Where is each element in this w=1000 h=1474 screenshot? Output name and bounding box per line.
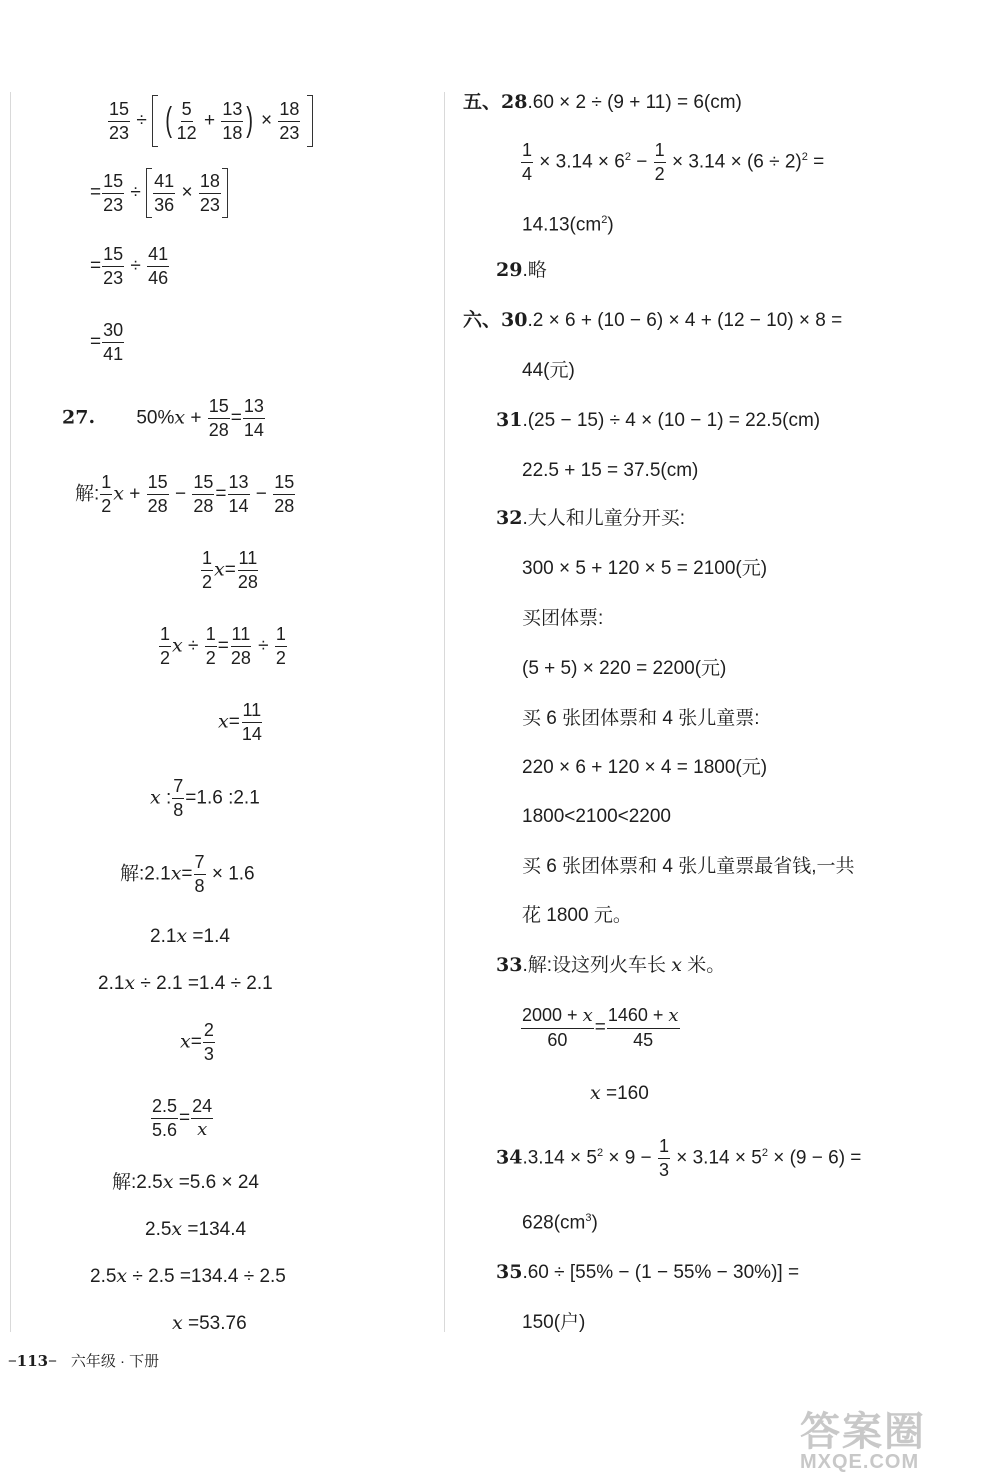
question-32-line-2: 300 × 5 + 120 × 5 = 2100(元) xyxy=(522,558,768,580)
question-35-line-2: 150(户) xyxy=(522,1312,586,1334)
page-footer: −113− 六年级 · 下册 xyxy=(8,1352,160,1370)
proportion-step-4: x =53.76 xyxy=(172,1312,247,1335)
calc-line-2: = $\frac{15}{23}$ ÷ $\frac{41}{36}$ × $\frac{18}{23}$ xyxy=(90,168,228,218)
fraction: $\frac{15}{23}$ xyxy=(109,98,130,143)
solution-27-step-3: $\frac{1}{2}$ x ÷ $\frac{1}{2}$ = $\frac{11}{28}$ ÷ $\frac{1}{2}$ xyxy=(160,624,286,668)
question-32-line-8: 买 6 张团体票和 4 张儿童票最省钱,一共 xyxy=(522,856,855,878)
question-32: 32.大人和儿童分开买: xyxy=(496,507,686,530)
ratio-step-4: x= $\frac{2}{3}$ xyxy=(180,1020,214,1064)
fraction: $\frac{5}{12}$ xyxy=(176,98,197,143)
question-28-line-3: $14.13(cm^2)$ xyxy=(522,214,614,236)
ratio-step-1: 解:2.1x= $\frac{7}{8}$ × 1.6 xyxy=(120,852,255,896)
column-divider xyxy=(444,92,445,1332)
question-28-line-2: $\frac{1}{4}$ × $3.14 \times 6^2$ − $\frac{1}{2}$ × $3.14 \times (6 \div 2)^2$ = xyxy=(522,140,825,184)
fraction: $\frac{30}{41}$ xyxy=(103,320,124,364)
fraction: $\frac{2}{3}$ xyxy=(203,1020,214,1064)
question-29: 29.略 xyxy=(496,259,547,282)
question-31-line-2: 22.5 + 15 = 37.5(cm) xyxy=(522,460,699,482)
question-35: 35.60 ÷ [55% − (1 − 55% − 30%)] = xyxy=(496,1261,800,1284)
question-32-line-5: 买 6 张团体票和 4 张儿童票: xyxy=(522,708,760,730)
fraction: $\frac{1}{3}$ xyxy=(658,1136,669,1180)
left-bracket xyxy=(146,168,152,218)
left-margin-rule xyxy=(10,92,11,1332)
calc-line-1: $\frac{15}{23}$ ÷ ( $\frac{5}{12}$ + $\frac{13}{18}$ ) × $\frac{18}{23}$ xyxy=(107,95,313,147)
fraction: $\frac{1}{2}$ xyxy=(202,548,213,592)
fraction: $\frac{18}{23}$ xyxy=(279,98,300,143)
question-27: 27. 50%x + $\frac{15}{28}$ = $\frac{13}{14}$ xyxy=(62,396,264,440)
question-33: 33.解:设这列火车长 x 米。 xyxy=(496,954,726,977)
right-bracket xyxy=(222,168,228,218)
fraction: $\frac{41}{36}$ xyxy=(154,170,175,215)
question-31: 31.(25 − 15) ÷ 4 × (10 − 1) = 22.5(cm) xyxy=(496,409,821,432)
fraction: $\frac{15}{28}$ xyxy=(193,472,214,516)
ratio-step-2: 2.1x =1.4 xyxy=(150,925,230,948)
fraction: $\frac{15}{23}$ xyxy=(103,244,124,288)
page-number: 113 xyxy=(16,1352,49,1370)
fraction: $\frac{11}{28}$ xyxy=(237,548,258,592)
fraction: $\frac{1460 + x}{45}$ xyxy=(607,1005,679,1050)
fraction: $\frac{2000 + x}{60}$ xyxy=(522,1005,593,1050)
question-28: 五、28.60 × 2 ÷ (9 + 11) = 6(cm) xyxy=(463,91,742,114)
fraction: $\frac{11}{28}$ xyxy=(230,624,251,668)
proportion-step-2: 2.5x =134.4 xyxy=(145,1218,247,1241)
right-bracket xyxy=(307,95,313,147)
question-34-line-2: $628(cm^3)$ xyxy=(522,1212,598,1234)
question-32-line-9: 花 1800 元。 xyxy=(522,905,632,927)
fraction: $\frac{24}{x}$ xyxy=(192,1096,213,1140)
fraction: $\frac{2.5}{5.6}$ xyxy=(152,1096,178,1140)
watermark-logo: 答案圈 xyxy=(800,1410,926,1454)
proportion-step-3: 2.5x ÷ 2.5 =134.4 ÷ 2.5 xyxy=(90,1265,286,1288)
fraction: $\frac{1}{2}$ xyxy=(205,624,216,668)
fraction: $\frac{13}{18}$ xyxy=(222,98,243,143)
fraction: $\frac{11}{14}$ xyxy=(241,700,262,744)
question-32-line-3: 买团体票: xyxy=(522,608,604,630)
ratio-equation: x : $\frac{7}{8}$ =1.6 :2.1 xyxy=(150,776,260,820)
question-33-equation: $\frac{2000 + x}{60}$ = $\frac{1460 + x}{45}$ xyxy=(522,1005,679,1050)
grade-label: 六年级 · 下册 xyxy=(70,1353,160,1370)
fraction: $\frac{7}{8}$ xyxy=(173,776,184,820)
proportion-equation: $\frac{2.5}{5.6}$ = $\frac{24}{x}$ xyxy=(152,1096,213,1140)
question-30: 六、30.2 × 6 + (10 − 6) × 4 + (12 − 10) × 8 = xyxy=(463,309,843,332)
question-32-line-7: 1800<2100<2200 xyxy=(522,806,671,828)
ratio-step-3: 2.1x ÷ 2.1 =1.4 ÷ 2.1 xyxy=(98,972,273,995)
left-paren: ( xyxy=(165,101,173,140)
fraction: $\frac{18}{23}$ xyxy=(199,170,220,215)
left-bracket xyxy=(152,95,158,147)
proportion-step-1: 解:2.5x =5.6 × 24 xyxy=(112,1171,259,1194)
fraction: $\frac{1}{2}$ xyxy=(654,140,665,184)
fraction: $\frac{13}{14}$ xyxy=(243,396,264,440)
calc-line-4: = $\frac{30}{41}$ xyxy=(90,320,124,364)
fraction: $\frac{15}{23}$ xyxy=(103,170,124,215)
watermark-url: MXQE.COM xyxy=(800,1451,920,1473)
fraction: $\frac{1}{2}$ xyxy=(101,472,112,516)
right-paren: ) xyxy=(246,101,254,140)
fraction: $\frac{15}{28}$ xyxy=(147,472,168,516)
fraction: $\frac{1}{2}$ xyxy=(160,624,171,668)
fraction: $\frac{1}{4}$ xyxy=(522,140,533,184)
fraction: $\frac{41}{46}$ xyxy=(148,244,169,288)
fraction: $\frac{13}{14}$ xyxy=(228,472,249,516)
fraction: $\frac{7}{8}$ xyxy=(194,852,205,896)
fraction: $\frac{15}{28}$ xyxy=(208,396,229,440)
fraction: $\frac{1}{2}$ xyxy=(275,624,286,668)
calc-line-3: = $\frac{15}{23}$ ÷ $\frac{41}{46}$ xyxy=(90,244,169,288)
fraction: $\frac{15}{28}$ xyxy=(274,472,295,516)
watermark xyxy=(800,1400,990,1473)
question-34: $34.3.14 \times 5^2 \times 9$ − $\frac{1}{3}$ × $3.14 \times 5^2 \times (9 - 6)$ = xyxy=(496,1136,862,1180)
question-33-answer: x =160 xyxy=(590,1082,649,1105)
question-32-line-6: 220 × 6 + 120 × 4 = 1800(元) xyxy=(522,757,768,779)
solution-27-step-1: 解: $\frac{1}{2}$ x + $\frac{15}{28}$ − $\frac{15}{28}$ = $\frac{13}{14}$ − $\frac{15}{28}$ xyxy=(75,472,295,516)
solution-27-step-2: $\frac{1}{2}$ x= $\frac{11}{28}$ xyxy=(202,548,258,592)
question-32-line-4: (5 + 5) × 220 = 2200(元) xyxy=(522,658,727,680)
question-30-line-2: 44(元) xyxy=(522,360,575,382)
solution-27-step-4: x= $\frac{11}{14}$ xyxy=(218,700,262,744)
